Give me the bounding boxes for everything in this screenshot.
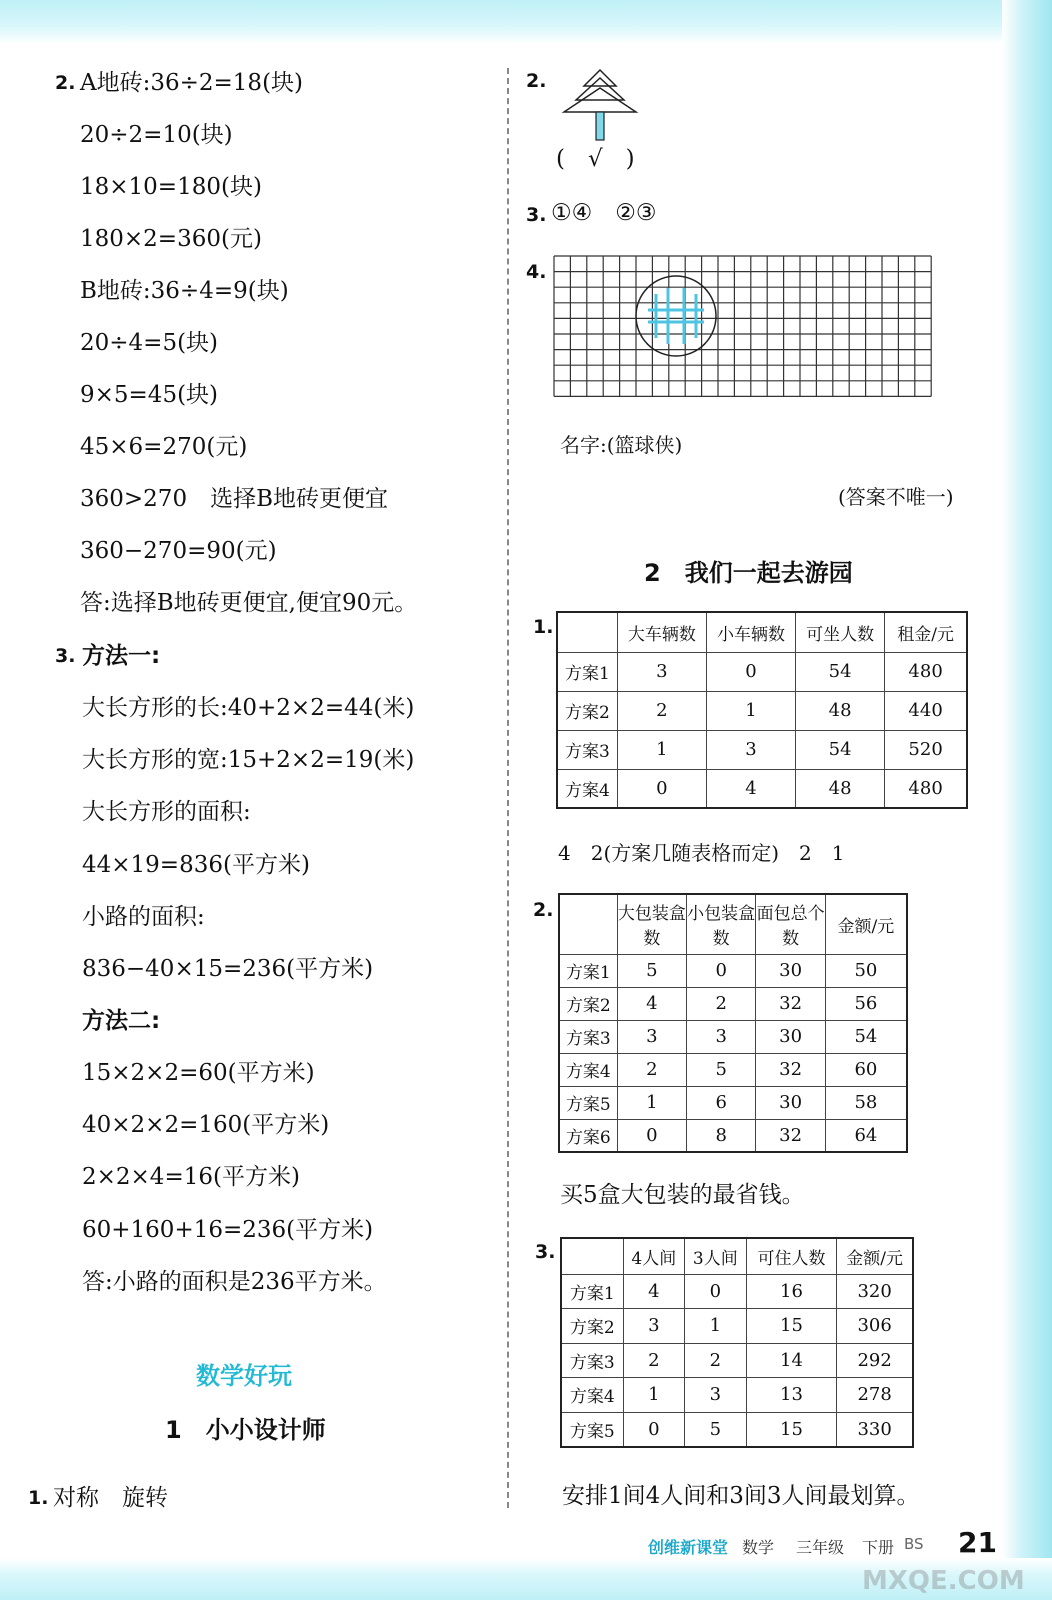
table-cell: 5 — [685, 1412, 747, 1447]
tree-figure — [560, 68, 640, 143]
top-border — [0, 0, 1052, 44]
table-cell: 30 — [756, 1020, 826, 1053]
row-label-cell: 方案3 — [557, 730, 617, 769]
table-row — [557, 730, 967, 769]
table2-number: 2. — [533, 899, 554, 921]
table-row — [557, 691, 967, 730]
table-header-cell: 小包装盒数 — [687, 894, 756, 954]
q1-number: 1. — [28, 1487, 49, 1509]
table-cell: 3 — [685, 1378, 747, 1413]
solution-line: 44×19=836(平方米) — [82, 851, 310, 878]
row-label-cell: 方案6 — [559, 1119, 617, 1152]
table-header-cell: 4人间 — [623, 1238, 685, 1274]
solution-line: 40×2×2=160(平方米) — [82, 1112, 330, 1139]
table-cell: 0 — [617, 1119, 686, 1152]
table-cell: 15 — [746, 1309, 837, 1344]
table-header-cell: 大包装盒数 — [617, 894, 686, 954]
table-cell: 1 — [706, 691, 795, 730]
table-cell: 480 — [885, 652, 967, 691]
solution-line: 答:选择B地砖更便宜,便宜90元。 — [80, 590, 418, 616]
table-cell: 1 — [617, 730, 706, 769]
table-cell: 4 — [617, 987, 686, 1020]
table-cell: 0 — [685, 1274, 747, 1309]
grid-figure — [552, 254, 934, 404]
row-label-cell: 方案3 — [561, 1343, 623, 1378]
table-cell: 64 — [825, 1119, 907, 1152]
table-header-cell: 租金/元 — [885, 612, 967, 652]
r-q3-answer: ①④ ②③ — [551, 200, 657, 226]
table-row — [561, 1274, 913, 1309]
solution-line: 15×2×2=60(平方米) — [82, 1060, 315, 1086]
table-cell: 292 — [837, 1343, 913, 1378]
table-row — [557, 769, 967, 808]
solution-line: 360>270 选择B地砖更便宜 — [80, 486, 388, 512]
table-header-row — [557, 612, 967, 652]
table-row — [559, 1020, 907, 1053]
table-row — [561, 1412, 913, 1447]
table-cell: 5 — [617, 954, 686, 987]
solution-line: 20÷2=10(块) — [80, 122, 233, 148]
row-label-cell: 方案4 — [557, 769, 617, 808]
q2-number: 2. — [55, 72, 76, 94]
solution-line: B地砖:36÷4=9(块) — [80, 278, 289, 304]
section-title: 数学好玩 — [196, 1362, 292, 1390]
solution-line: 836−40×15=236(平方米) — [82, 956, 374, 982]
row-label-cell: 方案2 — [557, 691, 617, 730]
q1-answer: 对称 旋转 — [53, 1485, 168, 1511]
footer-grade: 三年级 — [796, 1538, 845, 1557]
tree-answer: ( √ ) — [556, 146, 635, 172]
solution-line: 60+160+16=236(平方米) — [82, 1216, 374, 1243]
table-cell: 4 — [706, 769, 795, 808]
solution-line: 360−270=90(元) — [80, 538, 277, 564]
solution-line: 大长方形的长:40+2×2=44(米) — [82, 695, 415, 721]
table-header-row — [561, 1238, 913, 1274]
table-cell: 56 — [825, 987, 907, 1020]
table-cell: 13 — [746, 1378, 837, 1413]
table-cell: 50 — [825, 954, 907, 987]
row-label-cell: 方案5 — [559, 1086, 617, 1119]
table-1 — [556, 611, 968, 809]
r-q3-number: 3. — [526, 204, 547, 226]
table-cell: 3 — [617, 1020, 686, 1053]
table-cell: 1 — [617, 1086, 686, 1119]
solution-line: 2×2×4=16(平方米) — [82, 1164, 300, 1191]
table-cell: 2 — [617, 691, 706, 730]
solution-line: A地砖:36÷2=18(块) — [80, 70, 304, 96]
table-cell: 54 — [825, 1020, 907, 1053]
table-cell: 306 — [837, 1309, 913, 1344]
table-cell: 2 — [687, 987, 756, 1020]
table-header-cell: 小车辆数 — [706, 612, 795, 652]
row-label-cell: 方案1 — [561, 1274, 623, 1309]
table-cell: 2 — [623, 1343, 685, 1378]
table-header-cell: 可坐人数 — [795, 612, 884, 652]
table-cell: 440 — [885, 691, 967, 730]
table-header-cell: 大车辆数 — [617, 612, 706, 652]
table-header-cell: 金额/元 — [837, 1238, 913, 1274]
table1-number: 1. — [533, 616, 554, 638]
row-label-cell: 方案5 — [561, 1412, 623, 1447]
figure-name: 名字:(篮球侠) — [560, 433, 683, 457]
r-q4-number: 4. — [526, 261, 547, 283]
table-row — [559, 987, 907, 1020]
table-cell: 54 — [795, 730, 884, 769]
footer-edition: BS — [904, 1535, 924, 1553]
table-row — [561, 1309, 913, 1344]
row-label-cell: 方案4 — [559, 1053, 617, 1086]
table-cell: 54 — [795, 652, 884, 691]
row-label-cell: 方案1 — [557, 652, 617, 691]
table-cell: 1 — [623, 1378, 685, 1413]
table-cell: 2 — [685, 1343, 747, 1378]
table-row — [561, 1378, 913, 1413]
table-header-row — [559, 894, 907, 954]
table-cell: 4 — [623, 1274, 685, 1309]
table-cell: 0 — [623, 1412, 685, 1447]
table-cell: 0 — [617, 769, 706, 808]
table-row — [557, 652, 967, 691]
q3-number: 3. — [55, 645, 76, 667]
table-cell: 48 — [795, 691, 884, 730]
table-cell: 58 — [825, 1086, 907, 1119]
r-q2-number: 2. — [526, 70, 547, 92]
footer-volume: 下册 — [862, 1538, 895, 1557]
solution-line: 大长方形的面积: — [82, 799, 251, 826]
table-header-cell: 可住人数 — [746, 1238, 837, 1274]
lesson-title-2: 2 我们一起去游园 — [644, 559, 853, 587]
row-label-cell: 方案2 — [561, 1309, 623, 1344]
table-cell: 3 — [617, 652, 706, 691]
table-cell: 3 — [706, 730, 795, 769]
table2-answer: 买5盒大包装的最省钱。 — [560, 1182, 805, 1208]
table-row — [561, 1343, 913, 1378]
table3-number: 3. — [535, 1241, 556, 1263]
solution-line: 大长方形的宽:15+2×2=19(米) — [82, 747, 415, 774]
table-cell: 48 — [795, 769, 884, 808]
table-cell: 3 — [623, 1309, 685, 1344]
table-header-cell: 金额/元 — [825, 894, 907, 954]
table-cell: 32 — [756, 1119, 826, 1152]
table-row — [559, 954, 907, 987]
table-cell: 32 — [756, 987, 826, 1020]
table-row — [559, 1053, 907, 1086]
table-header-cell — [559, 894, 617, 954]
right-border — [1002, 0, 1052, 1600]
table-cell: 278 — [837, 1378, 913, 1413]
table-cell: 5 — [687, 1053, 756, 1086]
table-header-cell — [561, 1238, 623, 1274]
table-cell: 6 — [687, 1086, 756, 1119]
watermark: MXQE.COM — [862, 1566, 1025, 1596]
row-label-cell: 方案2 — [559, 987, 617, 1020]
row-label-cell: 方案4 — [561, 1378, 623, 1413]
table3-answer: 安排1间4人间和3间3人间最划算。 — [562, 1483, 920, 1509]
answer-note: (答案不唯一) — [838, 485, 954, 509]
column-divider — [507, 68, 509, 1508]
row-label-cell: 方案3 — [559, 1020, 617, 1053]
table-cell: 15 — [746, 1412, 837, 1447]
table-cell: 8 — [687, 1119, 756, 1152]
table-cell: 0 — [687, 954, 756, 987]
method-one-label: 方法一: — [82, 643, 161, 669]
table-cell: 330 — [837, 1412, 913, 1447]
solution-line: 180×2=360(元) — [80, 226, 262, 252]
solution-line: 小路的面积: — [82, 903, 205, 930]
table-row — [559, 1086, 907, 1119]
table-cell: 320 — [837, 1274, 913, 1309]
table-cell: 480 — [885, 769, 967, 808]
table-header-cell: 3人间 — [685, 1238, 747, 1274]
solution-line: 答:小路的面积是236平方米。 — [82, 1268, 387, 1295]
method-two-label: 方法二: — [82, 1008, 161, 1034]
table-cell: 1 — [685, 1309, 747, 1344]
table-cell: 520 — [885, 730, 967, 769]
table-cell: 60 — [825, 1053, 907, 1086]
table-row — [559, 1119, 907, 1152]
table-cell: 16 — [746, 1274, 837, 1309]
table-cell: 0 — [706, 652, 795, 691]
solution-line: 9×5=45(块) — [80, 382, 219, 408]
table-2 — [558, 893, 908, 1153]
table-cell: 30 — [756, 954, 826, 987]
table-cell: 30 — [756, 1086, 826, 1119]
table-cell: 2 — [617, 1053, 686, 1086]
footer-subject: 数学 — [742, 1538, 775, 1557]
solution-line: 45×6=270(元) — [80, 434, 248, 460]
table-cell: 14 — [746, 1343, 837, 1378]
page-number: 21 — [958, 1526, 997, 1559]
table-header-cell — [557, 612, 617, 652]
table-cell: 3 — [687, 1020, 756, 1053]
table-header-cell: 面包总个数 — [756, 894, 826, 954]
lesson-title-1: 1 小小设计师 — [165, 1416, 326, 1444]
solution-line: 20÷4=5(块) — [80, 330, 219, 356]
table-3 — [560, 1237, 914, 1448]
table1-answer: 4 2(方案几随表格而定) 2 1 — [558, 841, 845, 865]
row-label-cell: 方案1 — [559, 954, 617, 987]
solution-line: 18×10=180(块) — [80, 174, 262, 200]
table-cell: 32 — [756, 1053, 826, 1086]
footer-brand: 创维新课堂 — [648, 1538, 729, 1557]
